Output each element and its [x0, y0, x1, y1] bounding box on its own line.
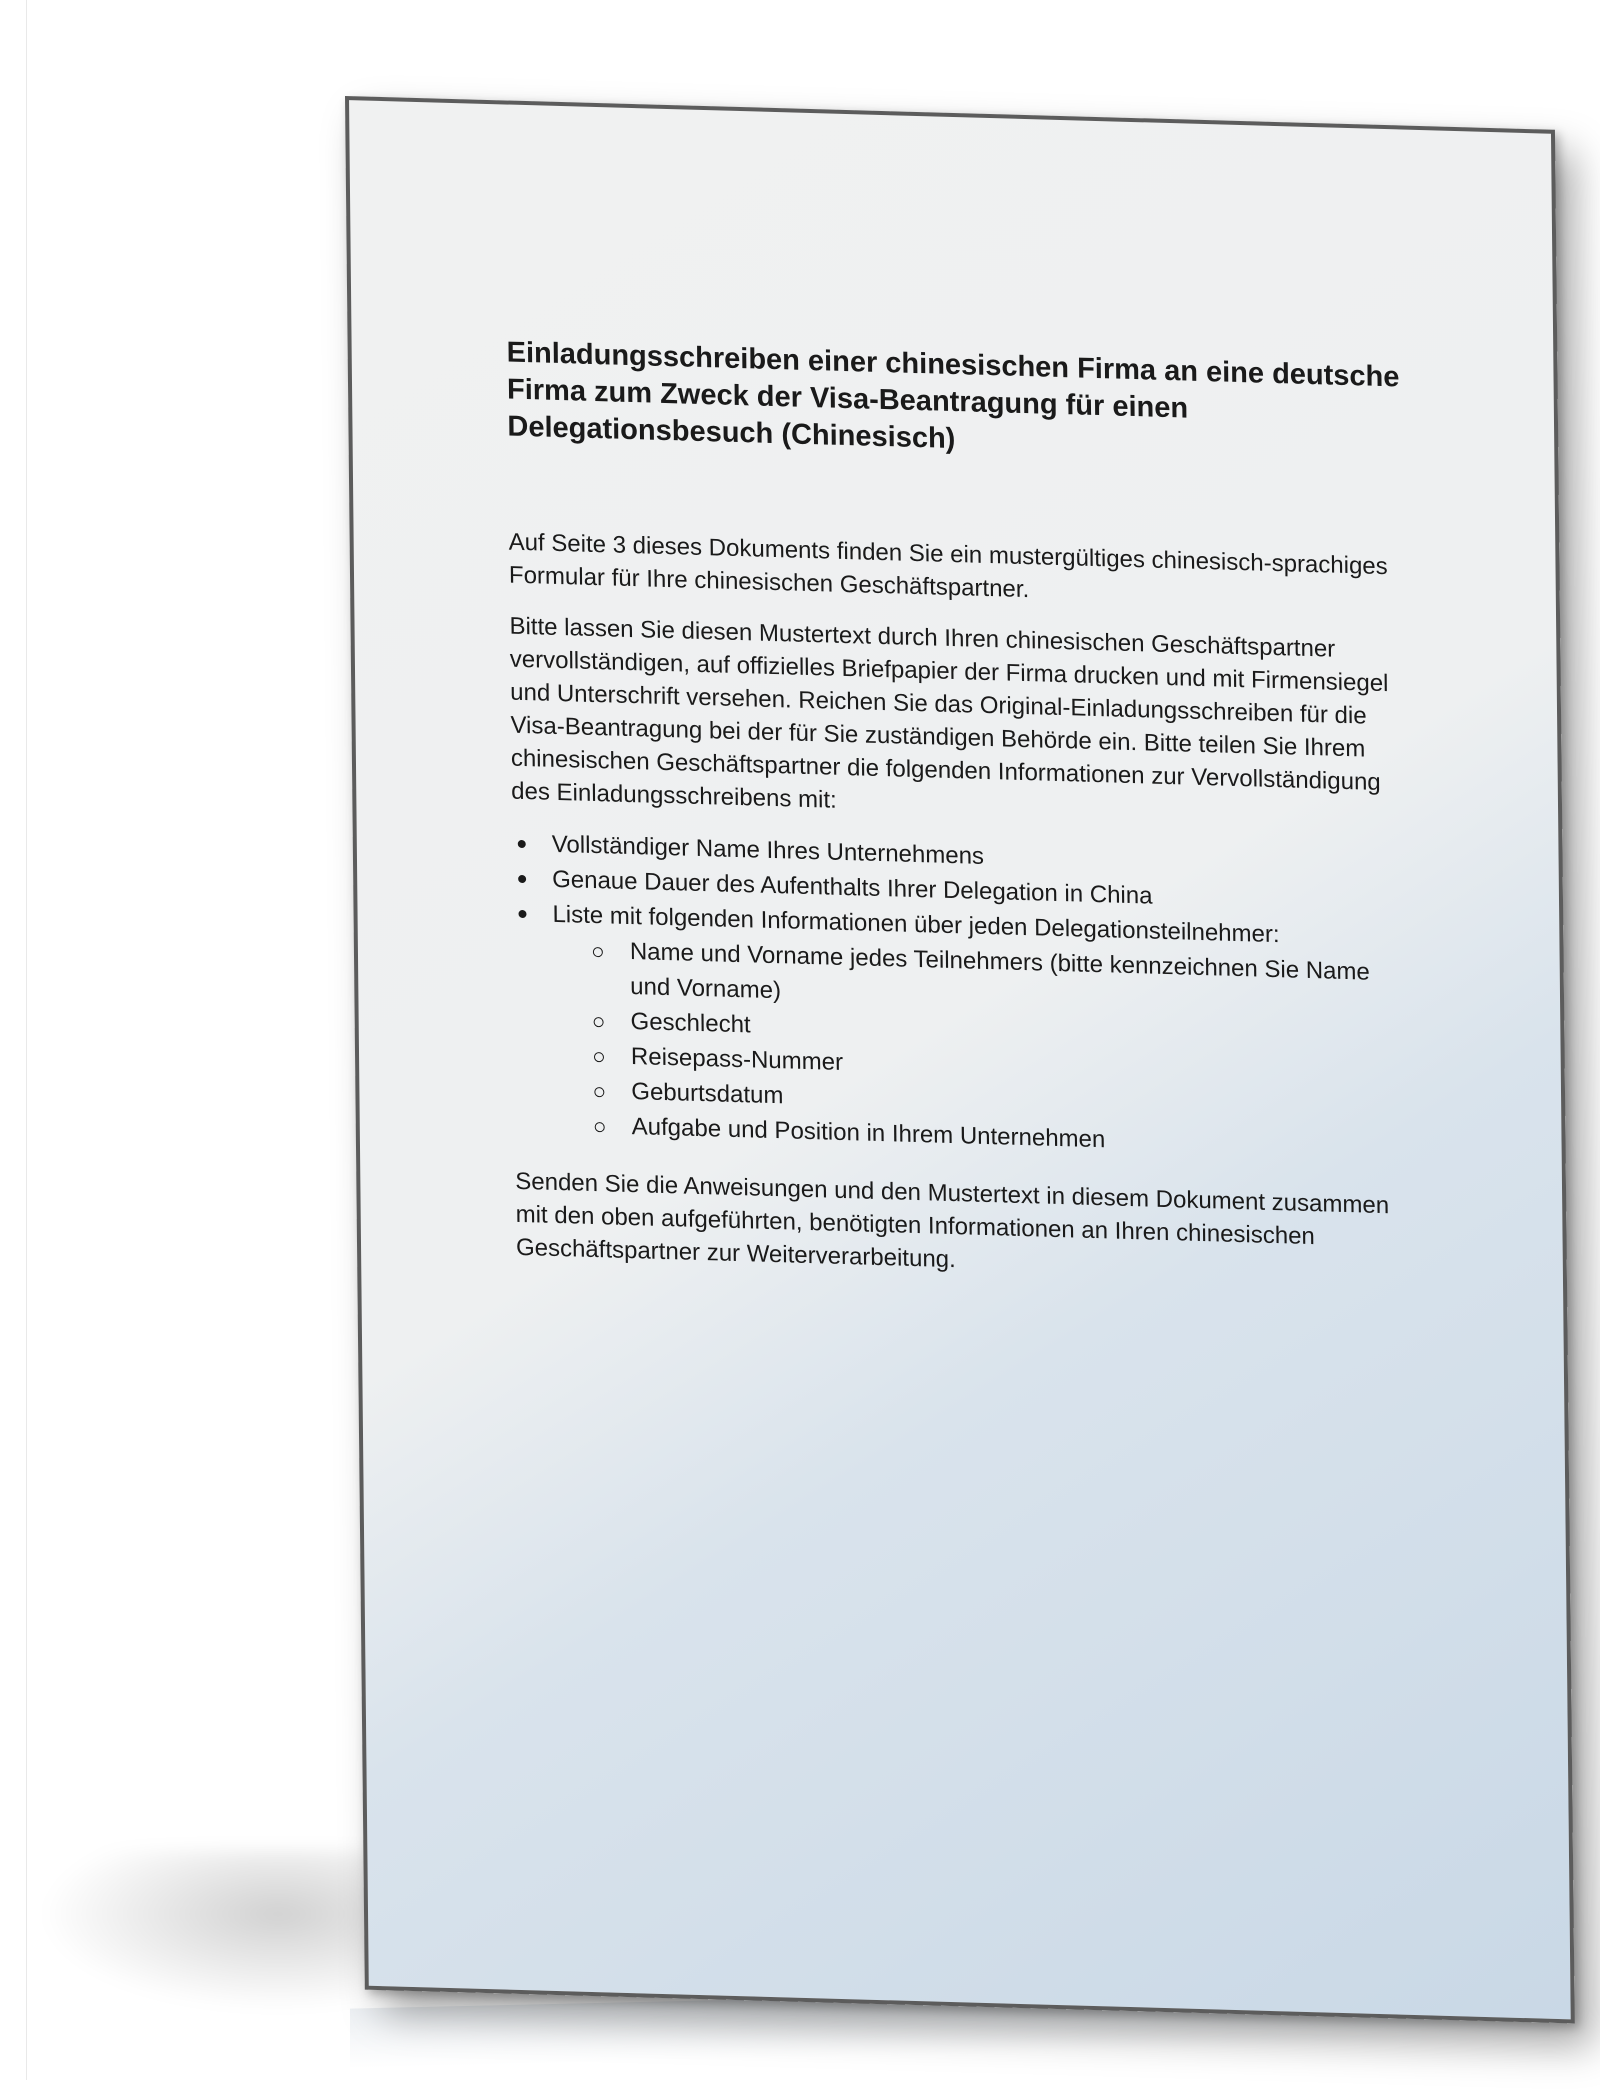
information-list — [512, 826, 1415, 1166]
instructions-paragraph: Bitte lassen Sie diesen Mustertext durch Ihren chinesischen Geschäftspartner vervollständigen, auf offizielles Briefpapier der Firma drucken und mit Firmensiegel und Unterschrift versehen. Reichen Sie das Original-Einladungsschreiben für die Visa-Beantragung bei der für Sie zuständigen Behörde ein. Bitte teilen Sie Ihrem chinesischen Geschäftspartner die folgenden Informationen zur Vervollständigung des Einladungsschreibens mit: — [509, 612, 1389, 814]
sublist-item-text: Geburtsdatum — [631, 1078, 784, 1110]
document-content — [506, 335, 1416, 1307]
sublist-item-text: Geschlecht — [630, 1008, 751, 1039]
list-item-text: Genaue Dauer des Aufenthalts Ihrer Delegation in China — [551, 865, 1153, 910]
intro-paragraph: Auf Seite 3 dieses Dokuments finden Sie ein mustergültiges chinesisch-sprachiges Formular für Ihre chinesischen Geschäftspartner. — [508, 528, 1388, 604]
bullet-dot-icon — [518, 840, 526, 848]
list-item-text: Vollständiger Name Ihres Unternehmens — [551, 830, 985, 870]
circle-bullet-icon — [594, 1017, 604, 1027]
list-item-text: Liste mit folgenden Informationen über jeden Delegationsteilnehmer: — [552, 900, 1280, 949]
paper-floor-shadow — [40, 1850, 380, 2010]
sublist-item-text: Aufgabe und Position in Ihrem Unternehmen — [631, 1113, 1106, 1154]
circle-bullet-icon — [593, 947, 603, 957]
backdrop-edge-line — [26, 0, 27, 2080]
sublist-item-text: Name und Vorname jedes Teilnehmers (bitte kennzeichnen Sie Name und Vorname) — [629, 938, 1370, 1005]
participant-info-sublist — [553, 932, 1415, 1166]
document-title: Einladungsschreiben einer chinesischen Firma an eine deutsche Firma zum Zweck der Visa-Beantragung für einen Delegationsbesuch (Chinesisch) — [506, 336, 1400, 456]
bullet-dot-icon — [518, 875, 526, 883]
closing-paragraph: Senden Sie die Anweisungen und den Mustertext in diesem Dokument zusammen mit den oben aufgeführten, benötigten Informationen an Ihren chinesischen Geschäftspartner zur Weiterverarbeitung. — [515, 1167, 1390, 1274]
circle-bullet-icon — [594, 1052, 604, 1062]
circle-bullet-icon — [594, 1087, 604, 1097]
circle-bullet-icon — [595, 1122, 605, 1132]
list-item — [512, 896, 1415, 1166]
bullet-dot-icon — [518, 910, 526, 918]
document-page — [345, 96, 1575, 2023]
sublist-item-text: Reisepass-Nummer — [630, 1043, 844, 1076]
